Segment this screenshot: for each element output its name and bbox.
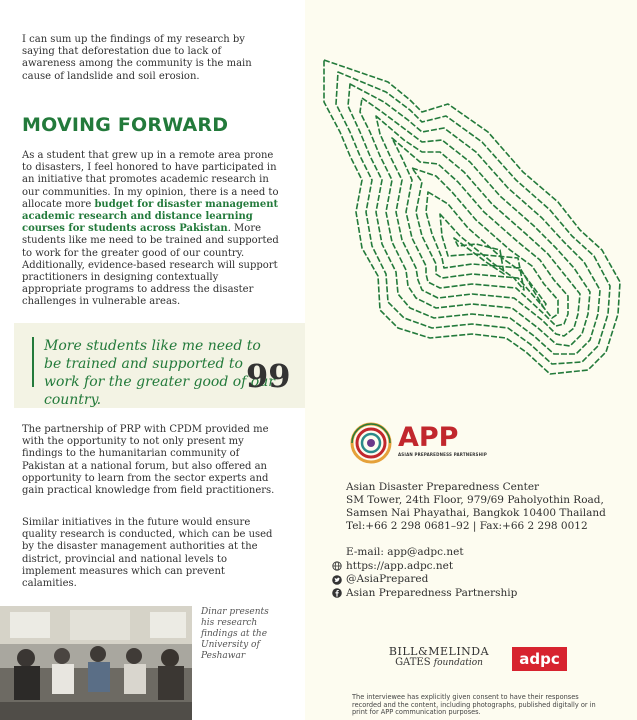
gates-foundation-logo [378, 645, 500, 668]
twitter-row [346, 573, 517, 587]
gates-logo-line-1: BILL&MELINDA [388, 645, 490, 658]
body-paragraph-3: Similar initiatives in the future would ensure quality research is conducted, which can be used by the disaster management authorities at the district, provincial and national levels to implement measures which can prevent calamities. [22, 517, 273, 590]
facebook-row [346, 587, 517, 601]
body1-text-b: . More students like me need to be trained and supported to work for the greater good of our country. Additionally, evidence-based research will support practitioners in designing contextually appropriate programs to address the disaster challenges in vulnerable areas. [22, 223, 279, 308]
email-row [346, 546, 517, 560]
twitter-icon [332, 575, 342, 585]
body-paragraph-2: The partnership of PRP with CPDM provided me with the opportunity to not only present my findings to the humanitarian community of Pakistan at a national forum, but also offered an opportunity to learn from the sector experts and gain practical knowledge from field practitioners. [22, 424, 275, 497]
address-line-2: SM Tower, 24th Floor, 979/69 Paholyothin Road, [346, 494, 604, 506]
intro-paragraph: I can sum up the findings of my research by saying that deforestation due to lack of awareness among the community is the main cause of landslide and soil erosion. [22, 34, 252, 82]
body1-highlight: budget for disaster management academic research and distance learning courses for students across Pakistan [22, 198, 279, 235]
address-line-4: Tel:+66 2 298 0681–92 | Fax:+66 2 298 0012 [346, 520, 588, 532]
quote-text: More students like me need to be trained and supported to work for the greater good of our country. [44, 338, 275, 408]
globe-icon [332, 561, 342, 571]
facebook-link[interactable]: Asian Preparedness Partnership [346, 586, 518, 599]
facebook-icon [332, 588, 342, 598]
contact-block [346, 546, 517, 600]
quote-bar [32, 337, 34, 387]
quote-mark-icon: 99 [246, 357, 291, 395]
consent-note: The interviewee has explicitly given consent to have their responses recorded and the content, including photographs, published digitally or in print for APP communication purposes. [352, 693, 596, 717]
pull-quote [14, 323, 305, 408]
address-line-1: Asian Disaster Preparedness Center [346, 481, 540, 493]
body-paragraph-1 [22, 150, 280, 309]
adpc-logo: adpc [512, 647, 567, 671]
website-row [346, 560, 517, 574]
address-block [346, 481, 606, 533]
address-line-3: Samsen Nai Phayathai, Bangkok 10400 Thailand [346, 507, 606, 519]
event-photo [0, 606, 192, 720]
twitter-link[interactable]: @AsiaPrepared [346, 573, 429, 585]
photo-caption: Dinar presents his research findings at the University of Peshawar [201, 607, 269, 661]
gates-logo-line-2: GATES foundation [395, 657, 483, 668]
section-heading: MOVING FORWARD [22, 114, 229, 136]
app-logo-text: APP [398, 422, 459, 453]
email-link[interactable]: E-mail: app@adpc.net [346, 546, 464, 558]
website-link[interactable]: https://app.adpc.net [346, 559, 454, 572]
app-logo-subtext: ASIAN PREPAREDNESS PARTNERSHIP [398, 452, 487, 457]
body1-text-a: As a student that grew up in a remote area prone to disasters, I feel honored to have participated in an initiative that promotes academic research in our communities. In my opinion, there is a need to allocate more [22, 150, 279, 210]
pakistan-maze-map [318, 52, 637, 382]
